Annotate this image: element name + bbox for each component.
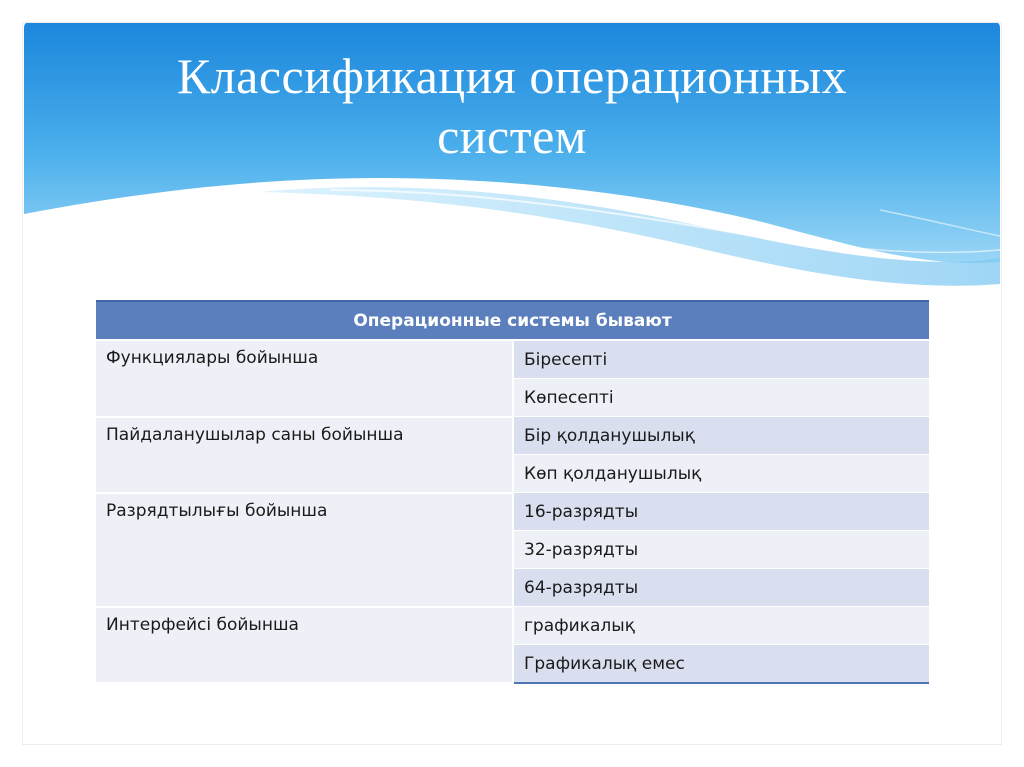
- slide-title-line-1: Классификация операционных: [176, 48, 848, 104]
- value-cell: графикалық: [513, 607, 929, 645]
- table-header: Операционные системы бывают: [96, 301, 929, 340]
- value-cell: Бір қолданушылық: [513, 417, 929, 455]
- group-label-users: Пайдаланушылар саны бойынша: [96, 417, 513, 493]
- value-cell: 64-разрядты: [513, 569, 929, 607]
- slide-title-line-2: систем: [437, 108, 587, 164]
- value-cell: Графикалық емес: [513, 645, 929, 684]
- value-cell: Көп қолданушылық: [513, 455, 929, 493]
- value-cell: 32-разрядты: [513, 531, 929, 569]
- slide-frame: [22, 22, 1002, 745]
- group-label-interface: Интерфейсі бойынша: [96, 607, 513, 684]
- group-label-bitness: Разрядтылығы бойынша: [96, 493, 513, 607]
- group-label-functions: Функциялары бойынша: [96, 340, 513, 417]
- value-cell: 16-разрядты: [513, 493, 929, 531]
- value-cell: Көпесепті: [513, 379, 929, 417]
- value-cell: Біресепті: [513, 340, 929, 379]
